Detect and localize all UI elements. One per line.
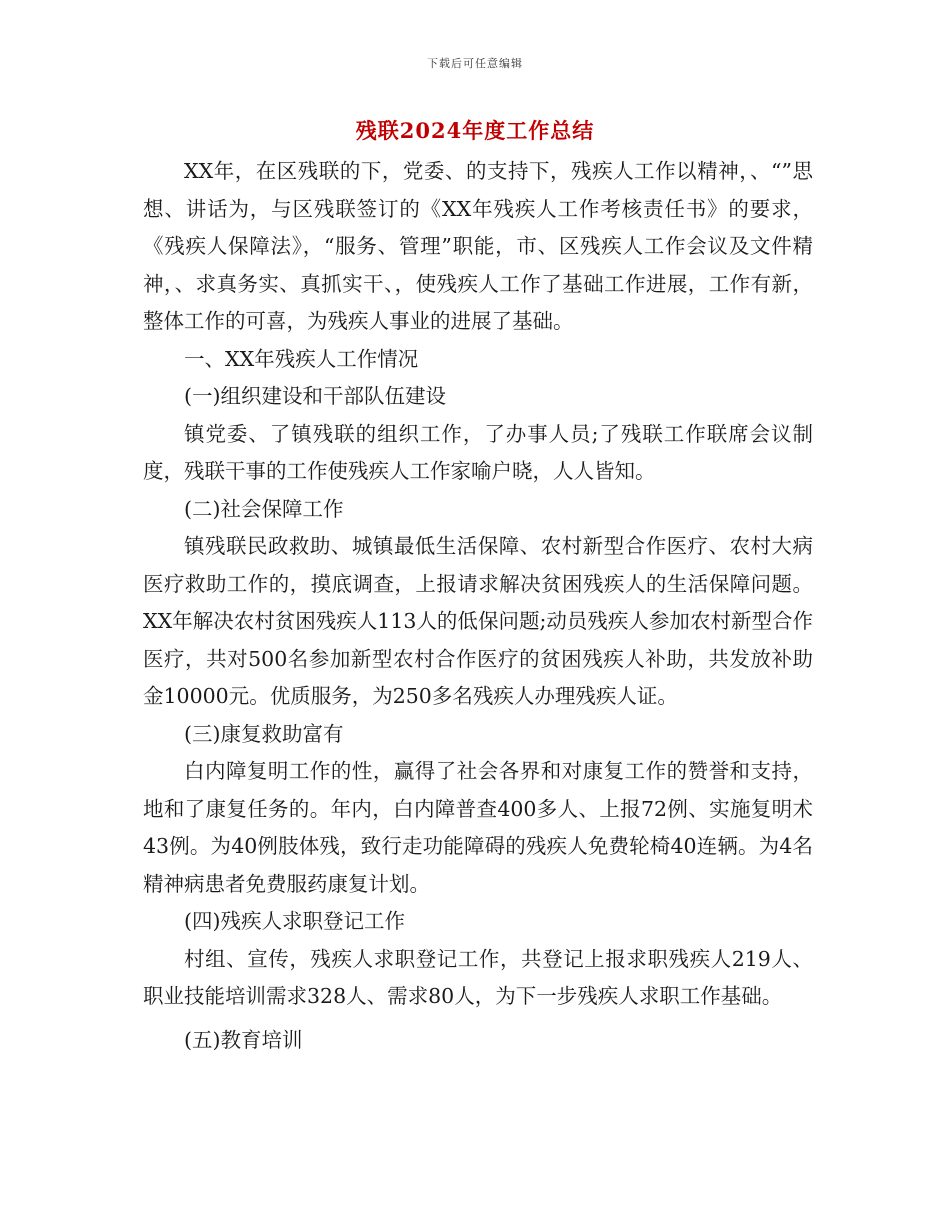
subsection-heading-employment: (四)残疾人求职登记工作 — [184, 909, 405, 933]
paragraph-social-security: 镇残联民政救助、城镇最低生活保障、农村新型合作医疗、农村大病医疗救助工作的，摸底调查，上报请求解决贫困残疾人的生活保障问题。XX年解决农村贫困残疾人113人的低保问题;动员残疾人参加农村新型合作医疗，共对500名参加新型农村合作医疗的贫困残疾人补助，共发放补助金10000元。优质服务，为250多名残疾人办理残疾人证。 — [143, 534, 813, 708]
subsection-heading-education: (五)教育培训 — [184, 1027, 303, 1052]
subsection-heading-rehabilitation: (三)康复救助富有 — [184, 721, 344, 746]
page-header-caption: 下载后可任意编辑 — [427, 57, 523, 70]
paragraph-organization: 镇党委、了镇残联的组织工作，了办事人员;了残联工作联席会议制度，残联干事的工作使残疾人工作家喻户晓，人人皆知。 — [143, 421, 813, 483]
document-body — [143, 153, 813, 1059]
document-title: 残联2024年度工作总结 — [355, 118, 595, 143]
paragraph-rehabilitation: 白内障复明工作的性，赢得了社会各界和对康复工作的赞誉和支持，地和了康复任务的。年内，白内障普查400多人、上报72例、实施复明术43例。为40例肢体残，致行走功能障碍的残疾人免费轮椅40连辆。为4名精神病患者免费服药康复计划。 — [143, 759, 813, 896]
section-heading-1: 一、XX年残疾人工作情况 — [184, 346, 419, 371]
paragraph-employment: 村组、宣传，残疾人求职登记工作，共登记上报求职残疾人219人、职业技能培训需求328人、需求80人，为下一步残疾人求职工作基础。 — [143, 946, 813, 1008]
subsection-heading-organization: (一)组织建设和干部队伍建设 — [184, 384, 446, 408]
subsection-heading-social-security: (二)社会保障工作 — [184, 496, 344, 521]
paragraph-intro: XX年，在区残联的下，党委、的支持下，残疾人工作以精神，、“”思想、讲话为，与区残联签订的《XX年残疾人工作考核责任书》的要求，《残疾人保障法》，“服务、管理”职能，市、区残疾人工作会议及文件精神，、求真务实、真抓实干、，使残疾人工作了基础工作进展，工作有新，整体工作的可喜，为残疾人事业的进展了基础。 — [143, 159, 813, 333]
